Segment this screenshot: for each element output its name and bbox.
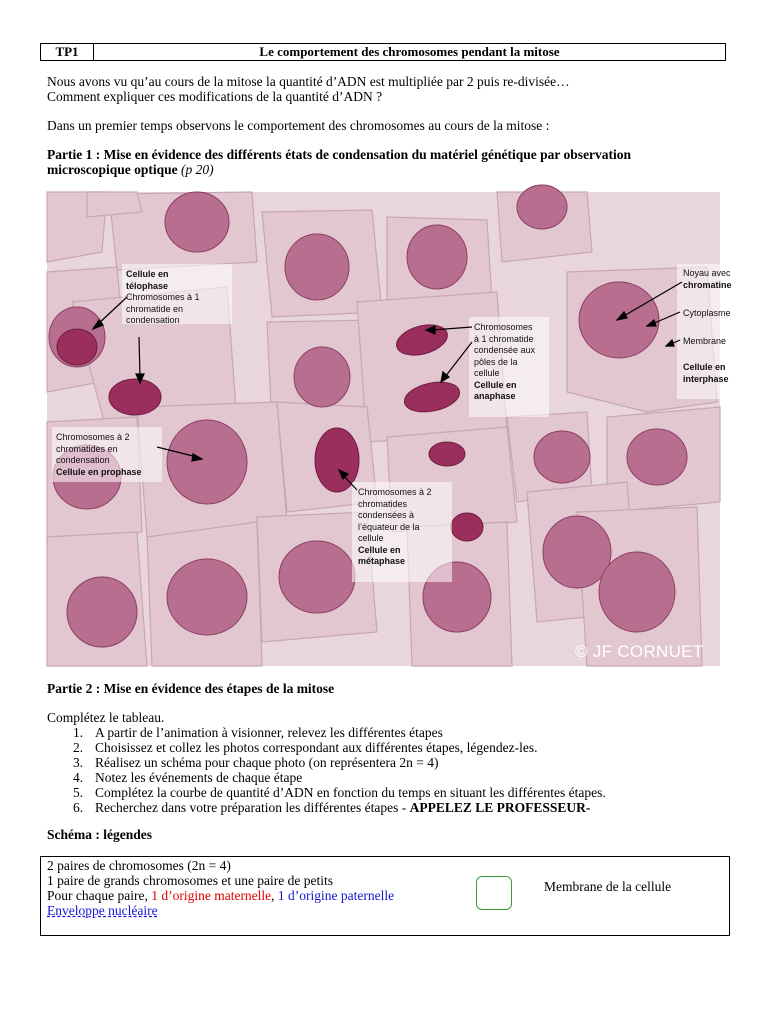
label-prophase-2: chromatides en: [56, 443, 118, 454]
label-metaphase-3: condensées à: [358, 510, 415, 520]
label-prophase-4: Cellule en prophase: [56, 466, 142, 477]
step-text: A partir de l’animation à visionner, relevez les différentes étapes: [95, 725, 443, 740]
label-metaphase-2: chromatides: [358, 498, 408, 509]
label-anaphase-5: cellule: [474, 368, 500, 378]
legend-line-3: [47, 888, 394, 903]
label-metaphase-1: Chromosomes à 2: [358, 487, 432, 497]
label-interphase-1: Noyau avec: [683, 268, 731, 278]
step-text: Réalisez un schéma pour chaque photo (on représentera 2n = 4): [95, 755, 439, 770]
label-telophase-2: télophase: [126, 280, 169, 291]
label-metaphase-6: Cellule en: [358, 544, 401, 555]
part2-steps: [47, 725, 747, 815]
label-prophase-3: condensation: [56, 455, 110, 465]
step-item: [73, 740, 747, 755]
legend-separator: ,: [271, 888, 278, 903]
label-interphase-2: chromatine: [683, 279, 732, 290]
intro-line-2: Comment expliquer ces modifications de la quantité d’ADN ?: [47, 89, 383, 104]
label-interphase-nucleus: [683, 268, 732, 291]
label-telophase: [126, 269, 169, 292]
part1-title-line-1: Partie 1 : Mise en évidence des différents états de condensation du matériel génétique par observation: [47, 147, 632, 162]
intro-line-3: Dans un premier temps observons le comportement des chromosomes au cours de la mitose :: [47, 118, 550, 133]
micrograph-image: [47, 192, 720, 666]
step-text: Notez les événements de chaque étape: [95, 770, 303, 785]
step-text: Choisissez et collez les photos correspondant aux différentes étapes, légendez-les.: [95, 740, 538, 755]
step-number: 5.: [73, 785, 84, 800]
mitosis-micrograph: [47, 192, 732, 666]
steps-list: [47, 725, 747, 815]
label-anaphase-6: Cellule en: [474, 379, 517, 390]
label-membrane: Membrane: [683, 336, 727, 346]
label-anaphase-3: condensée aux: [474, 345, 536, 355]
legend-line-1: 2 paires de chromosomes (2n = 4): [47, 858, 231, 873]
part2-title: Partie 2 : Mise en évidence des étapes de la mitose: [47, 681, 335, 696]
legend-paternal: 1 d’origine paternelle: [277, 888, 395, 903]
label-cytoplasm: Cytoplasme: [683, 308, 731, 318]
label-telophase-1: Cellule en: [126, 269, 169, 279]
label-telophase-5: condensation: [126, 315, 180, 325]
step-number: 4.: [73, 770, 84, 785]
label-metaphase-4: l’équateur de la: [358, 521, 420, 532]
title-box: [40, 43, 726, 61]
step-item: [73, 800, 747, 815]
label-anaphase-7: anaphase: [474, 391, 516, 401]
call-teacher-text: APPELEZ LE PROFESSEUR-: [409, 800, 591, 815]
legend-nuclear-envelope: Enveloppe nucléaire: [47, 903, 158, 918]
label-metaphase-5: cellule: [358, 533, 384, 543]
part1-title-line-2: [47, 162, 214, 177]
legend-pair-text: Pour chaque paire,: [47, 888, 152, 903]
label-interphase: [683, 362, 729, 385]
label-anaphase-2: à 1 chromatide: [474, 333, 534, 344]
label-anaphase-4: pôles de la: [474, 356, 518, 367]
legend-membrane: Membrane de la cellule: [544, 879, 672, 894]
step-item: [73, 725, 747, 740]
legend-line-2: 1 paire de grands chromosomes et une paire de petits: [47, 873, 334, 888]
part1-page-ref: (p 20): [181, 162, 214, 177]
photo-watermark: © JF CORNUET: [575, 642, 704, 661]
tp-number: TP1: [41, 44, 94, 60]
step-number: 6.: [73, 800, 84, 815]
step-item: [73, 785, 747, 800]
schema-title: Schéma : légendes: [47, 827, 152, 842]
label-metaphase-7: métaphase: [358, 556, 406, 566]
step-number: 3.: [73, 755, 84, 770]
label-anaphase-1: Chromosomes: [474, 322, 533, 332]
label-telophase-4: chromatide en: [126, 303, 184, 314]
label-anaphase: [474, 322, 535, 403]
label-metaphase: [358, 487, 432, 568]
label-interphase-5: Cellule en: [683, 362, 726, 372]
legend-maternal: 1 d’origine maternelle: [151, 888, 272, 903]
membrane-symbol: [476, 876, 512, 910]
step-number: 1.: [73, 725, 84, 740]
part2-intro: Complétez le tableau.: [47, 710, 165, 725]
label-prophase: [56, 432, 142, 478]
label-telophase-3: Chromosomes à 1: [126, 292, 200, 302]
part1-title-text: microscopique optique: [47, 162, 178, 177]
step-text: Recherchez dans votre préparation les différentes étapes -: [95, 800, 410, 815]
intro-line-1: Nous avons vu qu’au cours de la mitose la quantité d’ADN est multipliée par 2 puis re-divisée…: [47, 74, 570, 89]
step-number: 2.: [73, 740, 84, 755]
step-text: Complétez la courbe de quantité d’ADN en fonction du temps en situant les différentes étapes.: [95, 785, 606, 800]
step-item: [73, 770, 747, 785]
label-interphase-6: interphase: [683, 373, 729, 384]
step-item: [73, 755, 747, 770]
label-telophase-desc: [126, 292, 200, 327]
page-title: Le comportement des chromosomes pendant la mitose: [259, 44, 560, 59]
label-prophase-1: Chromosomes à 2: [56, 432, 130, 442]
